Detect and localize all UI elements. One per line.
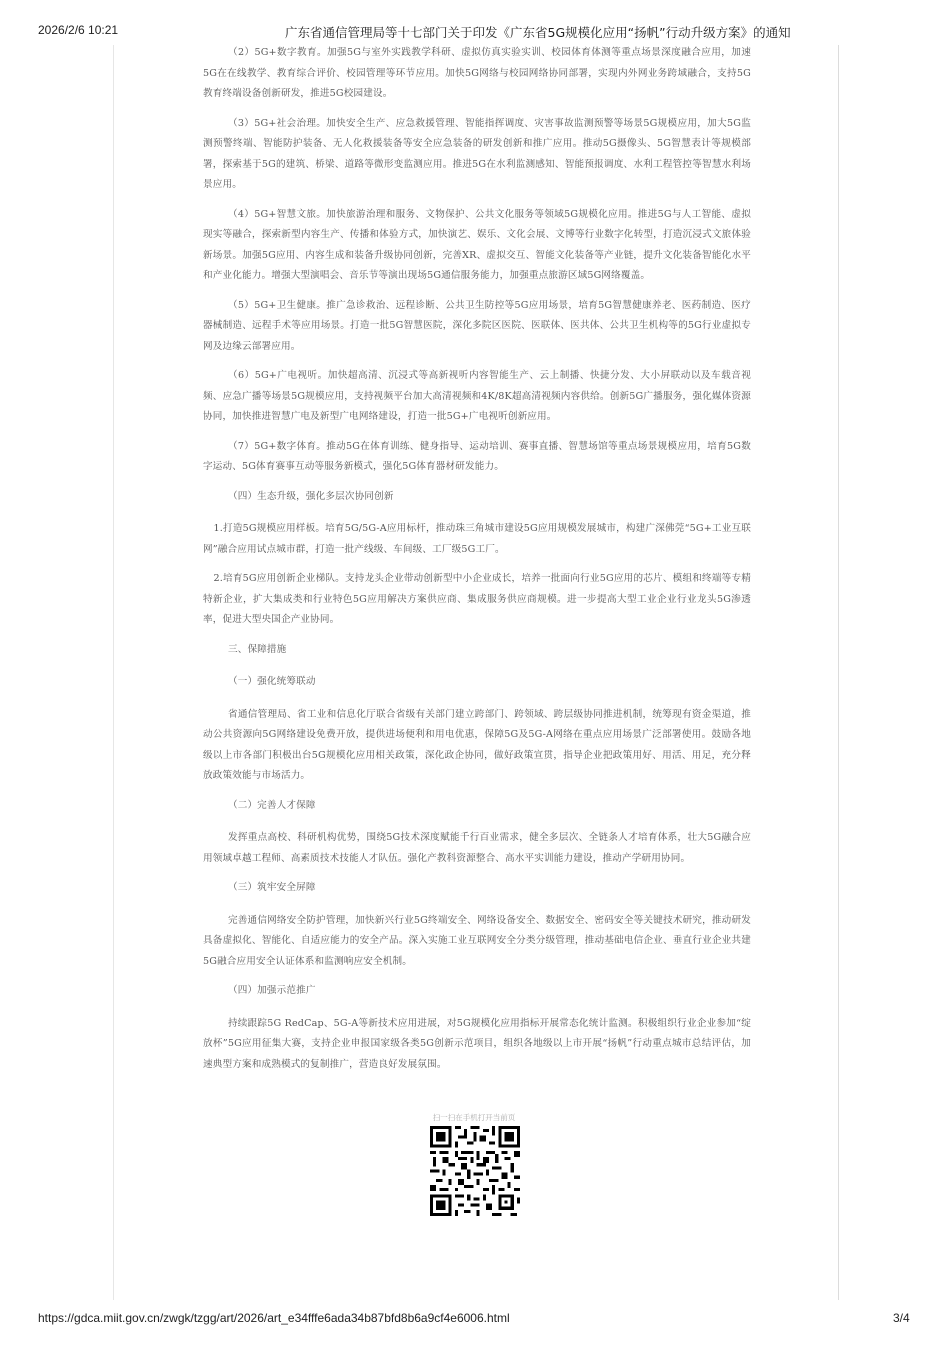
print-footer-page-number: 3/4 [893,1311,910,1325]
paragraph-5g-education: （2）5G+数字教育。加强5G与室外实践教学科研、虚拟仿真实验实训、校园体育体测等重点场景深度融合应用，加速5G在在线教学、教育综合评价、校园管理等环节应用。加快5G网络与校园网络协同部署，实现内外网业务跨域融合，支持5G教育终端设备创新研发，推进5G校园建设。 [203,47,751,99]
section-heading-safeguards: 三、保障措施 [227,643,287,655]
item-5g-enterprise-tiers: 2.培育5G应用创新企业梯队。支持龙头企业带动创新型中小企业成长，培养一批面向行业5G应用的芯片、模组和终端等专精特新企业，扩大集成类和行业特色5G应用解决方案供应商、集成服务供应商规模。进一步提高大型工业企业行业龙头5G渗透率，促进大型央国企产业协同。 [203,573,751,625]
qr-caption: 扫一扫在手机打开当前页 [432,1113,516,1122]
heading-security: （三）筑牢安全屏障 [227,882,316,893]
paragraph-security: 完善通信网络安全防护管理，加快新兴行业5G终端安全、网络设备安全、数据安全、密码安全等关键技术研究，推动研发具备虚拟化、智能化、自适应能力的安全产品。深入实施工业互联网安全分类分级管理，推动基础电信企业、垂直行业企业共建5G融合应用安全认证体系和监测响应安全机制。 [203,914,751,967]
print-header-title: 广东省通信管理局等十七部门关于印发《广东省5G规模化应用“扬帆”行动升级方案》的通知 [285,25,791,40]
article-body [203,43,751,1084]
heading-demonstration: （四）加强示范推广 [227,985,316,996]
item-5g-showcase: 1.打造5G规模应用样板。培育5G/5G-A应用标杆，推动珠三角城市建设5G应用规模发展城市，构建广深佛莞“5G+工业互联网”融合应用试点城市群，打造一批产线级、车间级、工厂级5G工厂。 [203,523,751,555]
paragraph-5g-health: （5）5G+卫生健康。推广急诊救治、远程诊断、公共卫生防控等5G应用场景，培育5G智慧健康养老、医药制造、医疗器械制造、远程手术等应用场景。打造一批5G智慧医院，深化多院区医院、医联体、医共体、公共卫生机构等的5G行业虚拟专网及边缘云部署应用。 [203,299,751,352]
heading-coordination: （一）强化统筹联动 [227,676,316,687]
paragraph-5g-sports: （7）5G+数字体育。推动5G在体育训练、健身指导、运动培训、赛事直播、智慧场馆等重点场景规模应用，培育5G数字运动、5G体育赛事互动等服务新模式，强化5G体育器材研发能力。 [203,440,751,472]
print-header-datetime: 2026/2/6 10:21 [38,23,119,37]
heading-ecosystem-upgrade: （四）生态升级，强化多层次协同创新 [227,490,394,502]
paragraph-5g-broadcast: （6）5G+广电视听。加快超高清、沉浸式等高新视听内容智能生产、云上制播、快捷分发、大小屏联动以及车载音视频、应急广播等场景5G规模应用，支持视频平台加大高清视频和4K/8K超高清视频内容供给。创新5G广播服务，强化媒体资源协同，加快推进智慧广电及新型广电网络建设，打造一批5G+广电视听创新应用。 [203,370,751,422]
paragraph-5g-smart-tourism: （4）5G+智慧文旅。加快旅游治理和服务、文物保护、公共文化服务等领域5G规模化应用。推进5G与人工智能、虚拟现实等融合，探索新型内容生产、传播和体验方式，加快演艺、娱乐、文化会展、文博等行业数字化转型，打造沉浸式文旅体验新场景。加强5G应用、内容生成和装备升级协同创新，完善XR、虚拟交互、智能文化装备等产业链，提升文化装备智能化水平和产业化能力。增强大型演唱会、音乐节等演出现场5G通信服务能力，加强重点旅游区域5G网络覆盖。 [203,208,751,281]
qr-code-icon[interactable] [430,1126,520,1216]
paragraph-talent: 发挥重点高校、科研机构优势，围绕5G技术深度赋能千行百业需求，健全多层次、全链条人才培育体系，壮大5G融合应用领域卓越工程师、高素质技术技能人才队伍。强化产教科资源整合、高水平实训能力建设，推动产学研用协同。 [203,832,751,864]
paragraph-5g-social-governance: （3）5G+社会治理。加快安全生产、应急救援管理、智能指挥调度、灾害事故监测预警等场景5G规模应用，加大5G监测预警终端、智能防护装备、无人化救援装备等安全应急装备的研发创新和推广应用。推动5G摄像头、5G智慧表计等规模部署，探索基于5G的建筑、桥梁、道路等微形变监测应用。推进5G在水利监测感知、智能预报调度、水利工程管控等智慧水利场景应用。 [203,117,751,190]
paragraph-coordination: 省通信管理局、省工业和信息化厅联合省级有关部门建立跨部门、跨领域、跨层级协同推进机制，统筹现有资金渠道，推动公共资源向5G网络建设免费开放，提供进场便利和用电优惠，保障5G及5G-A网络在重点应用场景广泛部署使用。鼓励各地级以上市各部门积极出台5G规模化应用相关政策，深化政企协同，做好政策宣贯，指导企业把政策用好、用活、用足，充分释放政策效能与市场活力。 [203,708,751,781]
heading-talent: （二）完善人才保障 [227,799,316,811]
qr-share-block [430,1112,522,1216]
print-footer-url: https://gdca.miit.gov.cn/zwgk/tzgg/art/2026/art_e34fffe6ada34b87bfd8b6a9cf4e6006.html [38,1311,510,1325]
paragraph-demonstration: 持续跟踪5G RedCap、5G-A等新技术应用进展，对5G规模化应用指标开展常态化统计监测。积极组织行业企业参加“绽放杯”5G应用征集大赛，支持企业申报国家级各类5G创新示范项目，组织各地级以上市开展“扬帆”行动重点城市总结评估，加速典型方案和成熟模式的复制推广，营造良好发展氛围。 [203,1017,751,1070]
